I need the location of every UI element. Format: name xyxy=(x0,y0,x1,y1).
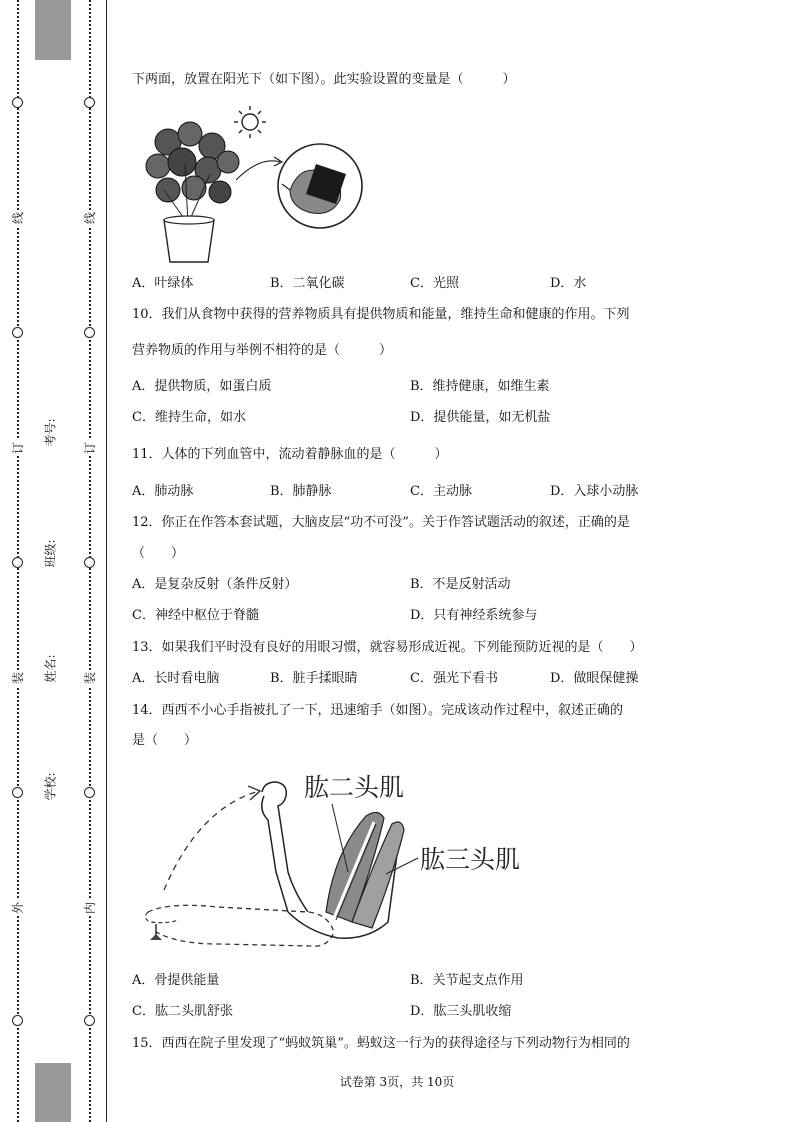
q13-stem: 13．如果我们平时没有良好的用眼习惯，就容易形成近视。下列能预防近视的是（ ） xyxy=(132,640,643,655)
sun-icon xyxy=(234,106,266,138)
plant-experiment-figure xyxy=(140,104,370,266)
q14-option-b[interactable]: B．关节起支点作用 xyxy=(410,973,524,988)
page-footer: 试卷第 3页，共 10页 xyxy=(339,1075,455,1089)
outer-line-char: 线 xyxy=(11,212,25,225)
q11-option-a[interactable]: A．肺动脉 xyxy=(132,484,194,499)
biceps-label: 肱二头肌 xyxy=(304,773,405,802)
potted-plant xyxy=(146,122,239,224)
q14-option-c[interactable]: C．肱二头肌舒张 xyxy=(132,1004,233,1019)
outer-circle-icon xyxy=(12,327,23,338)
q13-option-a[interactable]: A．长时看电脑 xyxy=(132,671,220,686)
inner-circle-icon xyxy=(84,557,95,568)
field-name: 姓名: xyxy=(43,654,58,683)
inner-circle-icon xyxy=(84,97,95,108)
q12-option-a[interactable]: A．是复杂反射（条件反射） xyxy=(132,577,298,592)
q13-option-c[interactable]: C．强光下看书 xyxy=(410,671,498,686)
raised-arm-outline xyxy=(262,782,308,912)
q10-option-a[interactable]: A．提供物质，如蛋白质 xyxy=(132,379,272,394)
inner-circle-icon xyxy=(84,1015,95,1026)
field-school: 学校: xyxy=(43,772,58,801)
inner-circle-icon xyxy=(84,327,95,338)
q9-stem: 下两面，放置在阳光下（如下图）。此实验设置的变量是（ ） xyxy=(132,72,516,87)
triceps-label: 肱三头肌 xyxy=(420,845,521,874)
flower-pot xyxy=(164,220,214,262)
motion-arrow-icon xyxy=(164,792,256,890)
q9-option-b[interactable]: B．二氧化碳 xyxy=(270,276,345,291)
outer-wai-char: 外 xyxy=(11,902,25,915)
inner-nei-char: 内 xyxy=(83,902,97,915)
inner-circle-icon xyxy=(84,787,95,798)
outer-circle-icon xyxy=(12,787,23,798)
outer-circle-icon xyxy=(12,557,23,568)
q10-option-d[interactable]: D．提供能量，如无机盐 xyxy=(410,410,551,425)
q9-option-a[interactable]: A．叶绿体 xyxy=(132,276,194,291)
field-class: 班级: xyxy=(43,539,58,568)
q12-option-c[interactable]: C．神经中枢位于脊髓 xyxy=(132,608,259,623)
q12-stem-line1: 12．你正在作答本套试题，大脑皮层“功不可没”。关于作答试题活动的叙述，正确的是 xyxy=(132,515,630,530)
q12-stem-line2: （ ） xyxy=(132,546,185,561)
outer-circle-icon xyxy=(12,1015,23,1026)
q12-option-d[interactable]: D．只有神经系统参与 xyxy=(410,608,538,623)
q9-option-c[interactable]: C．光照 xyxy=(410,276,459,291)
arrow-icon xyxy=(236,161,280,180)
q10-option-c[interactable]: C．维持生命，如水 xyxy=(132,410,246,425)
q13-option-d[interactable]: D．做眼保健操 xyxy=(550,671,639,686)
q10-option-b[interactable]: B．维持健康，如维生素 xyxy=(410,379,550,394)
inner-ding-char: 订 xyxy=(83,442,97,455)
q9-option-d[interactable]: D．水 xyxy=(550,276,587,291)
q14-stem-line2: 是（ ） xyxy=(132,733,198,748)
top-grey-block xyxy=(35,0,71,60)
q14-stem-line1: 14．西西不小心手指被扎了一下，迅速缩手（如图）。完成该动作过程中，叙述正确的 xyxy=(132,703,624,718)
field-exam-number: 考号: xyxy=(43,418,58,447)
q11-option-d[interactable]: D．入球小动脉 xyxy=(550,484,639,499)
binding-line xyxy=(106,0,107,1122)
q10-stem-line1: 10．我们从食物中获得的营养物质具有提供物质和能量，维持生命和健康的作用。下列 xyxy=(132,307,630,322)
outer-circle-icon xyxy=(12,97,23,108)
q12-option-b[interactable]: B．不是反射活动 xyxy=(410,577,511,592)
q11-stem: 11．人体的下列血管中，流动着静脉血的是（ ） xyxy=(132,447,448,462)
q14-option-d[interactable]: D．肱三头肌收缩 xyxy=(410,1004,512,1019)
outer-ding-char: 订 xyxy=(11,442,25,455)
arm-muscle-figure xyxy=(138,762,538,958)
inner-line-char: 线 xyxy=(83,212,97,225)
q11-option-c[interactable]: C．主动脉 xyxy=(410,484,472,499)
binding-margin xyxy=(0,0,108,1122)
q15-stem: 15．西西在院子里发现了“蚂蚁筑巢”。蚂蚁这一行为的获得途径与下列动物行为相同的 xyxy=(132,1036,630,1051)
q13-option-b[interactable]: B．脏手揉眼睛 xyxy=(270,671,358,686)
bottom-grey-block xyxy=(35,1063,71,1122)
inner-zhuang-char: 装 xyxy=(83,672,97,685)
q14-option-a[interactable]: A．骨提供能量 xyxy=(132,973,220,988)
q10-stem-line2: 营养物质的作用与举例不相符的是（ ） xyxy=(132,343,393,358)
q11-option-b[interactable]: B．肺静脉 xyxy=(270,484,332,499)
outer-zhuang-char: 装 xyxy=(11,672,25,685)
